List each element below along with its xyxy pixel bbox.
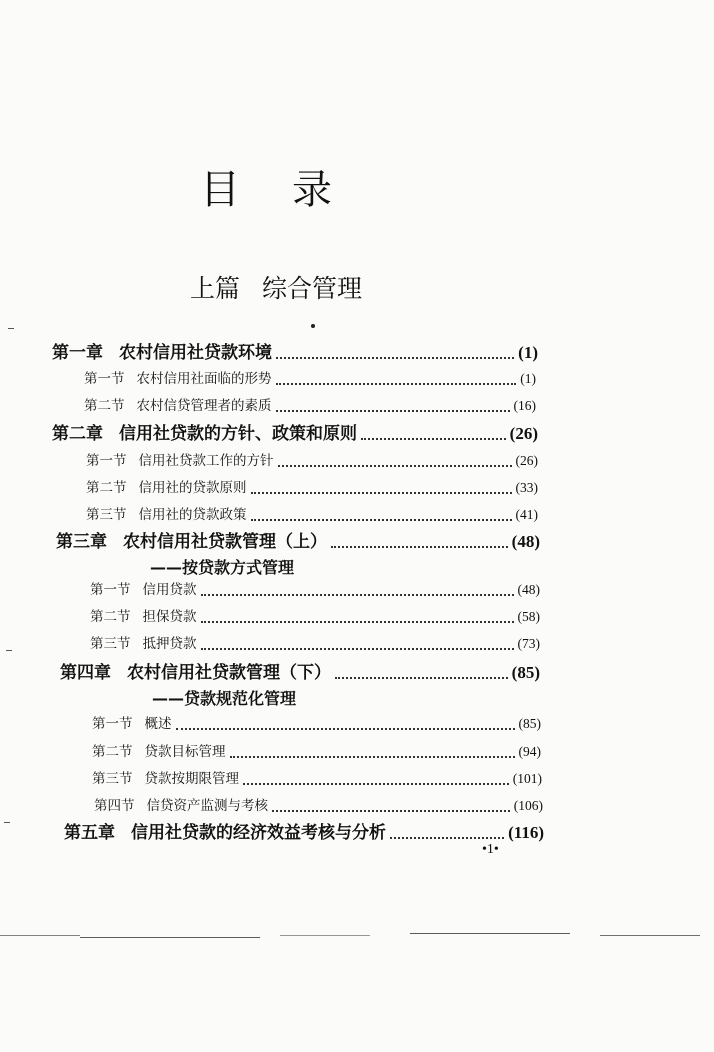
page-ref: (16)	[513, 398, 536, 413]
dot-leader	[176, 727, 515, 730]
dot-leader	[335, 676, 508, 679]
entry-title: 贷款目标管理	[144, 744, 226, 760]
toc-section[interactable]: 第四节 信贷资产监测与考核 (106)	[94, 794, 543, 818]
toc-section[interactable]: 第二节 担保贷款 (58)	[90, 605, 540, 629]
scan-line	[80, 937, 260, 938]
page-ref: (33)	[515, 480, 538, 495]
entry-title: 贷款按期限管理	[144, 771, 239, 787]
toc-section[interactable]: 第三节 贷款按期限管理 (101)	[92, 767, 542, 791]
dot-leader	[278, 464, 512, 467]
page-ref: (58)	[517, 609, 540, 624]
entry-title: 担保贷款	[142, 609, 197, 625]
toc-chapter-4[interactable]: 第四章 农村信用社贷款管理（下） (85)	[60, 663, 540, 683]
scan-line	[0, 935, 80, 936]
toc-section[interactable]: 第三节 抵押贷款 (73)	[90, 632, 540, 656]
entry-title: 信用贷款	[142, 582, 197, 598]
dot-leader	[201, 593, 514, 596]
part-label: 上篇	[190, 274, 241, 303]
toc-section[interactable]: 第一节 信用贷款 (48)	[90, 578, 540, 602]
dot-leader	[272, 809, 510, 812]
toc-section[interactable]: 第一节 概述 (85)	[92, 712, 541, 736]
page-ref: (73)	[517, 636, 540, 651]
page-ref: (48)	[511, 532, 540, 551]
page-title: 目录	[200, 167, 384, 213]
entry-title: 抵押贷款	[142, 636, 197, 652]
page-ref: (41)	[515, 507, 538, 522]
dot-leader	[230, 755, 515, 758]
page-ref: (101)	[512, 771, 542, 786]
dot-leader	[331, 545, 508, 548]
dot-leader	[201, 620, 514, 623]
entry-title: 农村信用社贷款管理（下）	[127, 663, 331, 683]
entry-title: 信用社的贷款原则	[138, 480, 247, 496]
page-ref: (85)	[511, 663, 540, 682]
toc-section[interactable]: 第一节 农村信用社面临的形势 (1)	[84, 367, 536, 391]
page-ref: (1)	[518, 343, 538, 362]
scan-line	[280, 935, 370, 936]
toc-chapter-2[interactable]: 第二章 信用社贷款的方针、政策和原则 (26)	[52, 424, 538, 444]
entry-title: 信用社的贷款政策	[138, 507, 247, 523]
dot-leader	[201, 647, 514, 650]
scan-mark	[4, 822, 10, 823]
entry-title: 概述	[144, 716, 172, 732]
page-ref: (26)	[509, 424, 538, 443]
dot-leader	[276, 409, 510, 412]
entry-title: 信用社贷款的方针、政策和原则	[119, 424, 357, 444]
part-name: 综合管理	[262, 274, 363, 303]
scan-dot	[311, 324, 315, 328]
scan-line	[600, 935, 700, 936]
dot-leader	[251, 491, 512, 494]
page-ref: (85)	[518, 716, 541, 731]
toc-section[interactable]: 第二节 农村信贷管理者的素质 (16)	[84, 394, 536, 418]
toc-section[interactable]: 第一节 信用社贷款工作的方针 (26)	[86, 449, 538, 473]
page-ref: (106)	[513, 798, 543, 813]
chapter-subtitle: ——按贷款方式管理	[150, 558, 295, 577]
page-ref: (94)	[518, 744, 541, 759]
entry-title: 信贷资产监测与考核	[146, 798, 268, 814]
chapter-subtitle: ——贷款规范化管理	[152, 689, 297, 708]
scan-mark	[6, 650, 12, 651]
toc-section[interactable]: 第二节 信用社的贷款原则 (33)	[86, 476, 538, 500]
page-ref: (48)	[517, 582, 540, 597]
scan-mark	[8, 328, 14, 329]
entry-title: 农村信贷管理者的素质	[136, 398, 272, 414]
toc-chapter-3[interactable]: 第三章 农村信用社贷款管理（上） (48)	[56, 532, 540, 552]
toc-section[interactable]: 第二节 贷款目标管理 (94)	[92, 740, 541, 764]
dot-leader	[276, 382, 517, 385]
page-ref: (26)	[515, 453, 538, 468]
dot-leader	[251, 518, 512, 521]
page-number: •1•	[482, 842, 499, 857]
part-heading	[190, 272, 362, 306]
entry-title: 农村信用社贷款环境	[119, 343, 272, 363]
dot-leader	[390, 836, 504, 839]
dot-leader	[276, 356, 514, 359]
scan-line	[410, 933, 570, 934]
entry-title: 农村信用社面临的形势	[136, 371, 272, 387]
entry-title: 信用社贷款的经济效益考核与分析	[131, 823, 386, 843]
page-ref: (1)	[520, 371, 536, 386]
dot-leader	[361, 437, 506, 440]
dot-leader	[243, 782, 509, 785]
entry-title: 农村信用社贷款管理（上）	[123, 532, 327, 552]
entry-title: 信用社贷款工作的方针	[138, 453, 274, 469]
toc-chapter-5[interactable]: 第五章 信用社贷款的经济效益考核与分析 (116)	[64, 823, 544, 843]
toc-chapter-1[interactable]: 第一章 农村信用社贷款环境 (1)	[52, 343, 538, 363]
page-ref: (116)	[508, 823, 544, 842]
toc-section[interactable]: 第三节 信用社的贷款政策 (41)	[86, 503, 538, 527]
